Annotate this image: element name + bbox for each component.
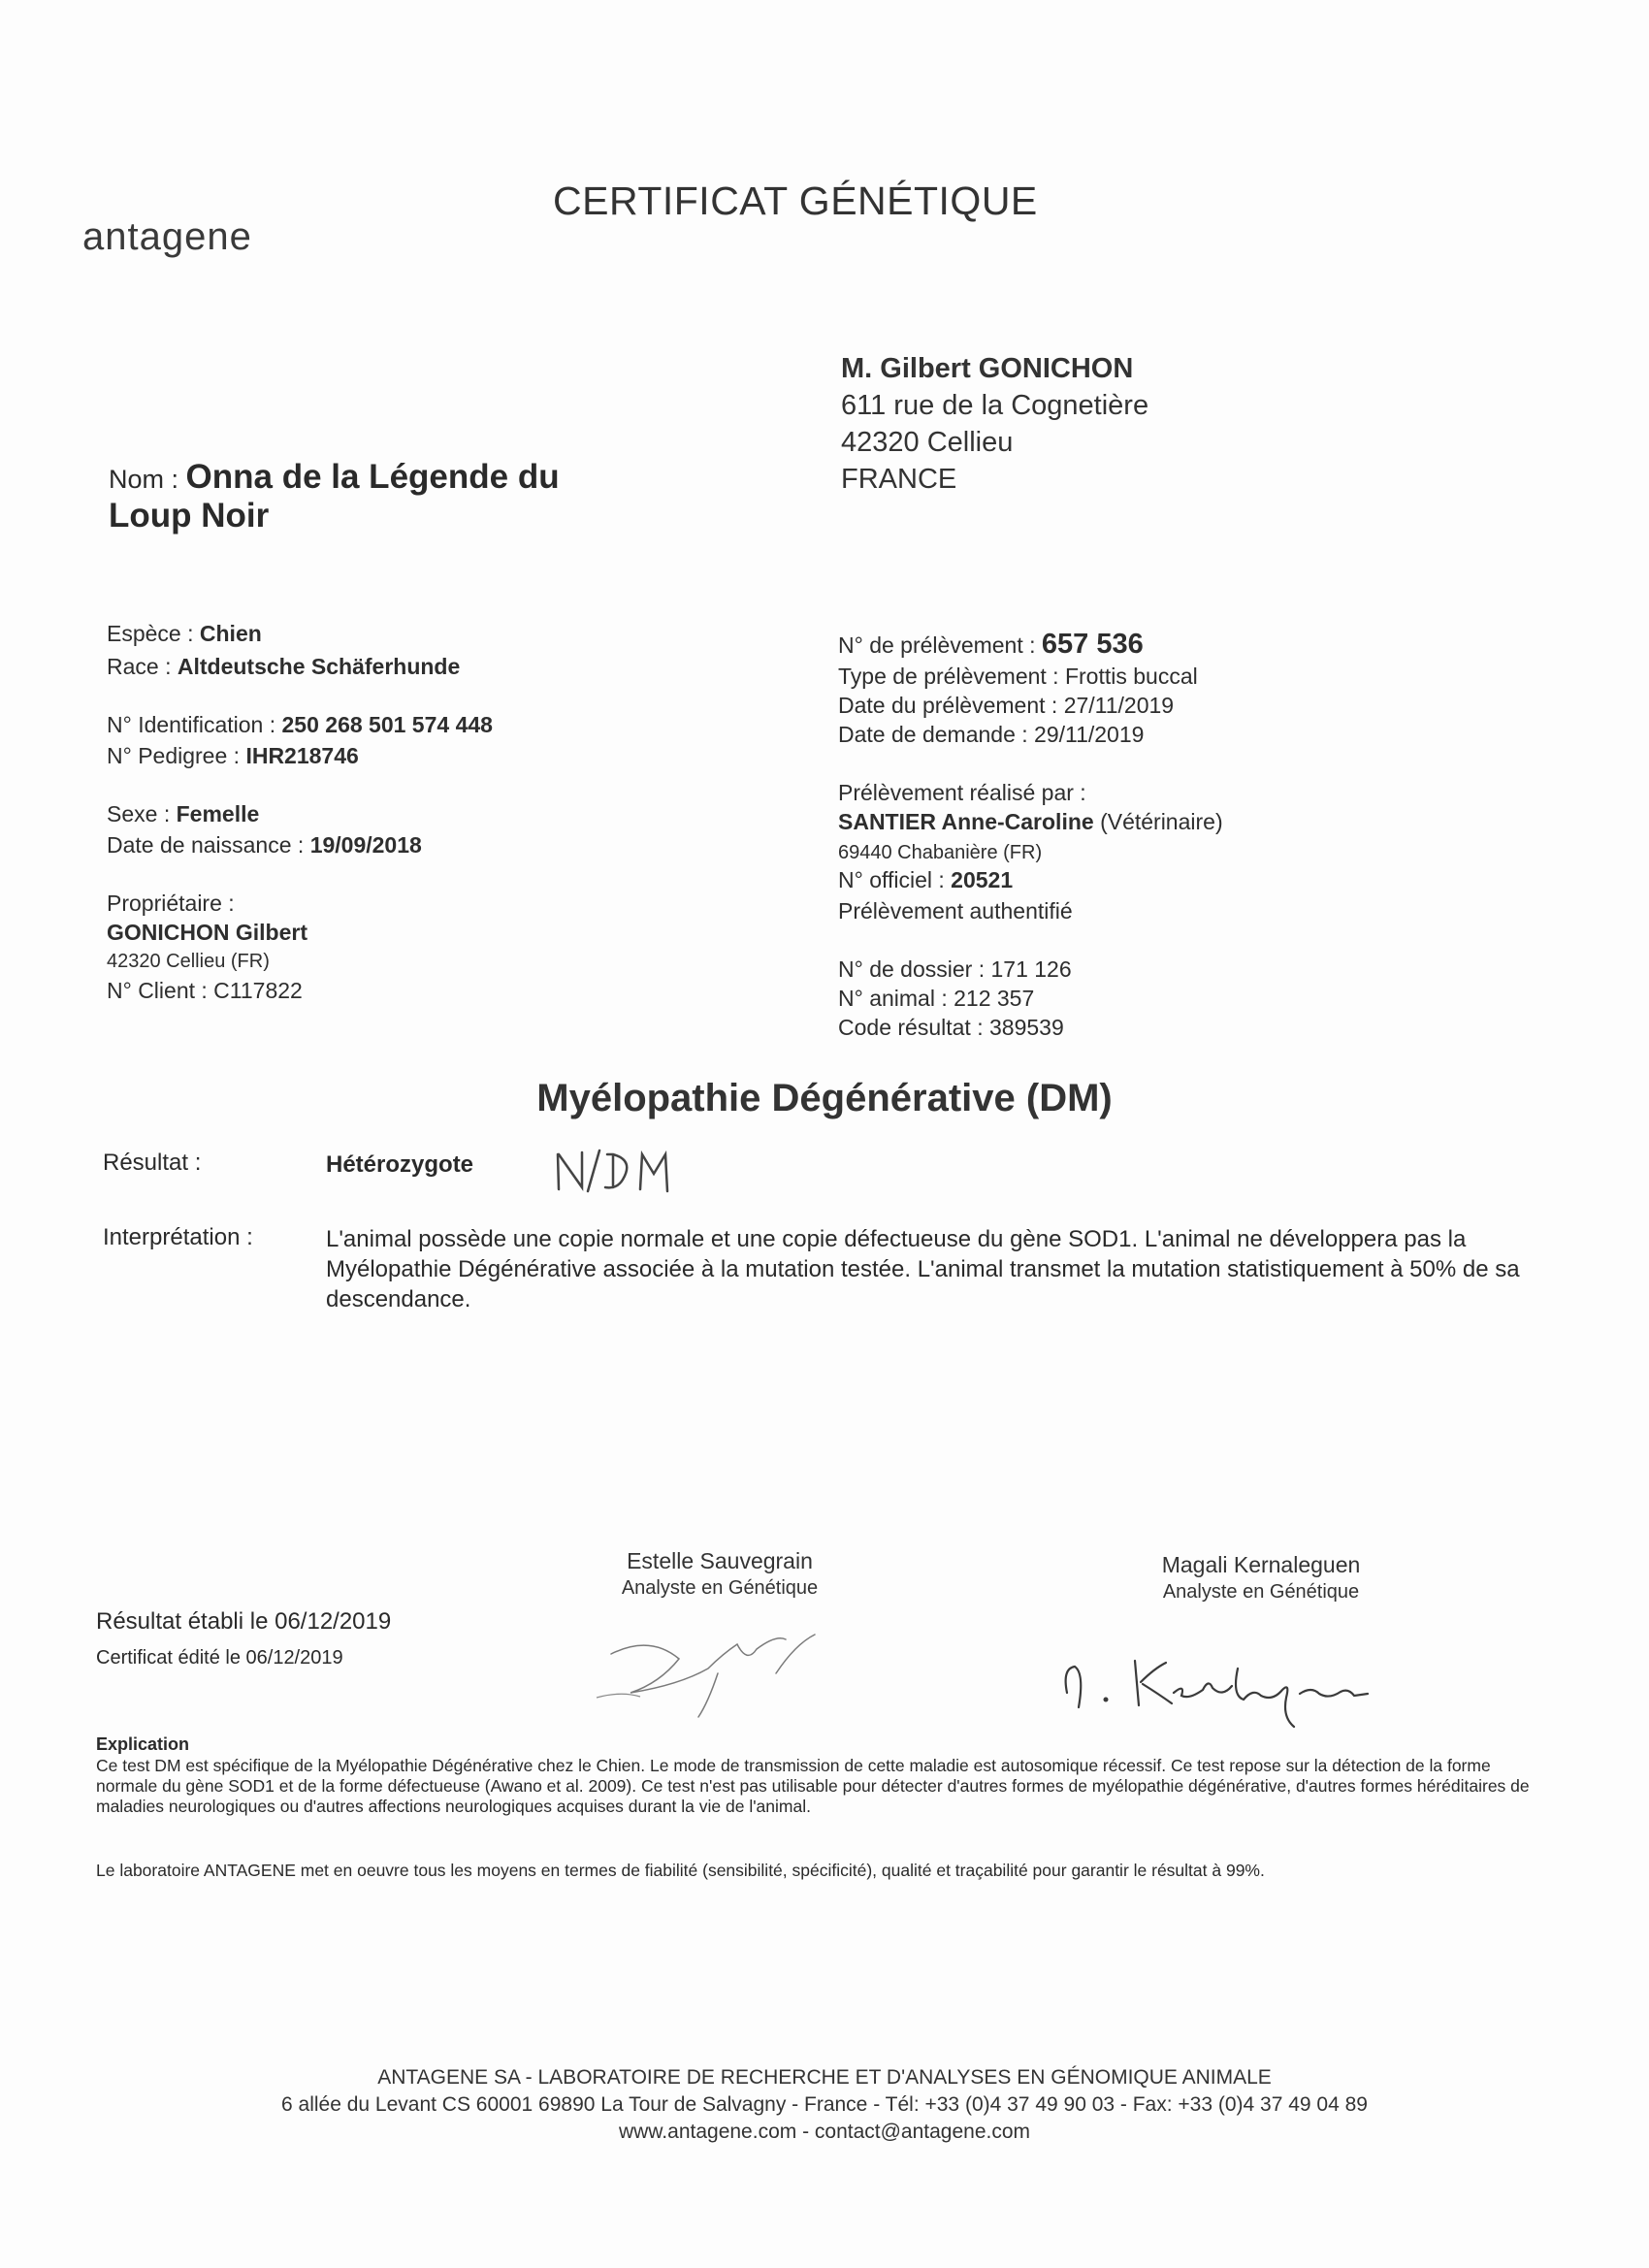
proprietaire-value: GONICHON Gilbert [107, 920, 308, 945]
naissance-label: Date de naissance : [107, 832, 305, 858]
recipient-name: M. Gilbert GONICHON [841, 353, 1134, 384]
signature-right [1057, 1639, 1484, 1736]
interpretation-label: Interprétation : [103, 1224, 253, 1250]
animal-number-field [838, 986, 1034, 1012]
client-label: N° Client : [107, 978, 208, 1003]
identification-field [107, 712, 493, 738]
veterinaire-ville: 69440 Chabanière (FR) [838, 842, 1043, 863]
recipient-city: 42320 Cellieu [841, 427, 1014, 458]
resultat-etabli: Résultat établi le 06/12/2019 [96, 1608, 392, 1635]
recipient-street: 611 rue de la Cognetière [841, 390, 1149, 421]
veterinaire-role: (Vétérinaire) [1100, 809, 1223, 834]
type-value: Frottis buccal [1064, 664, 1198, 689]
sexe-value: Femelle [176, 801, 260, 826]
race-field [107, 654, 460, 680]
race-value: Altdeutsche Schäferhunde [177, 654, 461, 679]
prelevement-value: 657 536 [1041, 629, 1144, 660]
identification-value: 250 268 501 574 448 [281, 712, 493, 737]
pedigree-value: IHR218746 [245, 743, 359, 768]
officiel-field [838, 867, 1013, 893]
type-field [838, 664, 1198, 690]
animal-number-value: 212 357 [954, 986, 1035, 1011]
signature-left [592, 1615, 844, 1732]
interpretation-text: L'animal possède une copie normale et une copie défectueuse du gène SOD1. L'animal ne développera pas la Myélopathie Dégénérative associée à la mutation testée. L'animal transmet la mutation statistiquement à 50% de sa descendance. [326, 1226, 1520, 1312]
nom-value-line2: Loup Noir [109, 497, 270, 535]
date-prelevement-label: Date du prélèvement : [838, 693, 1058, 718]
signatory-right-role: Analyste en Génétique [1162, 1581, 1360, 1603]
date-demande-field [838, 722, 1144, 748]
animal-number-label: N° animal : [838, 986, 948, 1011]
resultat-label: Résultat : [103, 1150, 202, 1176]
footer-company: ANTAGENE SA - LABORATOIRE DE RECHERCHE ET D'ANALYSES EN GÉNOMIQUE ANIMALE [377, 2066, 1272, 2089]
dossier-field [838, 956, 1072, 983]
code-label: Code résultat : [838, 1015, 984, 1040]
test-title: Myélopathie Dégénérative (DM) [536, 1077, 1113, 1119]
certificate-title: CERTIFICAT GÉNÉTIQUE [553, 178, 1038, 223]
proprietaire-label: Propriétaire : [107, 891, 235, 916]
explication-text: Ce test DM est spécifique de la Myélopathie Dégénérative chez le Chien. Le mode de transmission de cette maladie est autosomique récessif. Ce test repose sur la détection de la forme normale du gène SOD1 et de la forme défectueuse (Awano et al. 2009). Ce test n'est pas utilisable pour détecter d'autres formes de myélopathie dégénérative, d'autres formes héréditaires de maladies neurologiques ou d'autres affections neurologiques acquises durant la vie de l'animal. [96, 1756, 1530, 1816]
officiel-value: 20521 [951, 867, 1014, 892]
client-field [107, 978, 303, 1004]
date-prelevement-value: 27/11/2019 [1063, 693, 1175, 718]
proprietaire-ville: 42320 Cellieu (FR) [107, 951, 270, 972]
signatory-left-role: Analyste en Génétique [621, 1577, 819, 1599]
nom-field [109, 458, 560, 497]
realise-label: Prélèvement réalisé par : [838, 780, 1086, 805]
sexe-label: Sexe : [107, 801, 171, 826]
signatory-left-name: Estelle Sauvegrain [627, 1548, 813, 1573]
code-value: 389539 [988, 1015, 1064, 1040]
resultat-value: Hétérozygote [326, 1151, 474, 1178]
date-demande-label: Date de demande : [838, 722, 1028, 747]
authentifie-text: Prélèvement authentifié [838, 898, 1073, 923]
date-prelevement-field [838, 693, 1174, 719]
veterinaire-field [838, 809, 1223, 835]
footer-address: 6 allée du Levant CS 60001 69890 La Tour de Salvagny - France - Tél: +33 (0)4 37 49 90 03 - Fax: +33 (0)4 37 49 04 89 [281, 2093, 1368, 2116]
pedigree-label: N° Pedigree : [107, 743, 241, 768]
espece-field [107, 621, 262, 647]
labo-statement: Le laboratoire ANTAGENE met en oeuvre tous les moyens en termes de fiabilité (sensibilité, spécificité), qualité et traçabilité pour garantir le résultat à 99%. [96, 1861, 1265, 1880]
date-demande-value: 29/11/2019 [1034, 722, 1145, 747]
sexe-field [107, 801, 259, 827]
naissance-field [107, 832, 422, 859]
client-value: C117822 [213, 978, 303, 1003]
prelevement-field [838, 629, 1144, 661]
veterinaire-name: SANTIER Anne-Caroline [838, 809, 1094, 834]
recipient-country: FRANCE [841, 464, 957, 495]
handwritten-genotype [553, 1147, 689, 1195]
race-label: Race : [107, 654, 172, 679]
officiel-label: N° officiel : [838, 867, 945, 892]
dossier-label: N° de dossier : [838, 956, 986, 982]
naissance-value: 19/09/2018 [309, 832, 422, 858]
espece-value: Chien [199, 621, 262, 646]
identification-label: N° Identification : [107, 712, 276, 737]
espece-label: Espèce : [107, 621, 194, 646]
footer-contact: www.antagene.com - contact@antagene.com [618, 2121, 1031, 2143]
antagene-logo: antagene [82, 215, 252, 258]
code-field [838, 1015, 1064, 1041]
nom-label: Nom : [109, 465, 179, 494]
dossier-value: 171 126 [990, 956, 1072, 982]
signatory-right-name: Magali Kernaleguen [1161, 1552, 1361, 1577]
type-label: Type de prélèvement : [838, 664, 1059, 689]
nom-value-line1: Onna de la Légende du [185, 458, 560, 496]
pedigree-field [107, 743, 359, 769]
certificat-edite: Certificat édité le 06/12/2019 [96, 1647, 343, 1669]
explication-title: Explication [96, 1734, 190, 1754]
prelevement-label: N° de prélèvement : [838, 632, 1036, 658]
